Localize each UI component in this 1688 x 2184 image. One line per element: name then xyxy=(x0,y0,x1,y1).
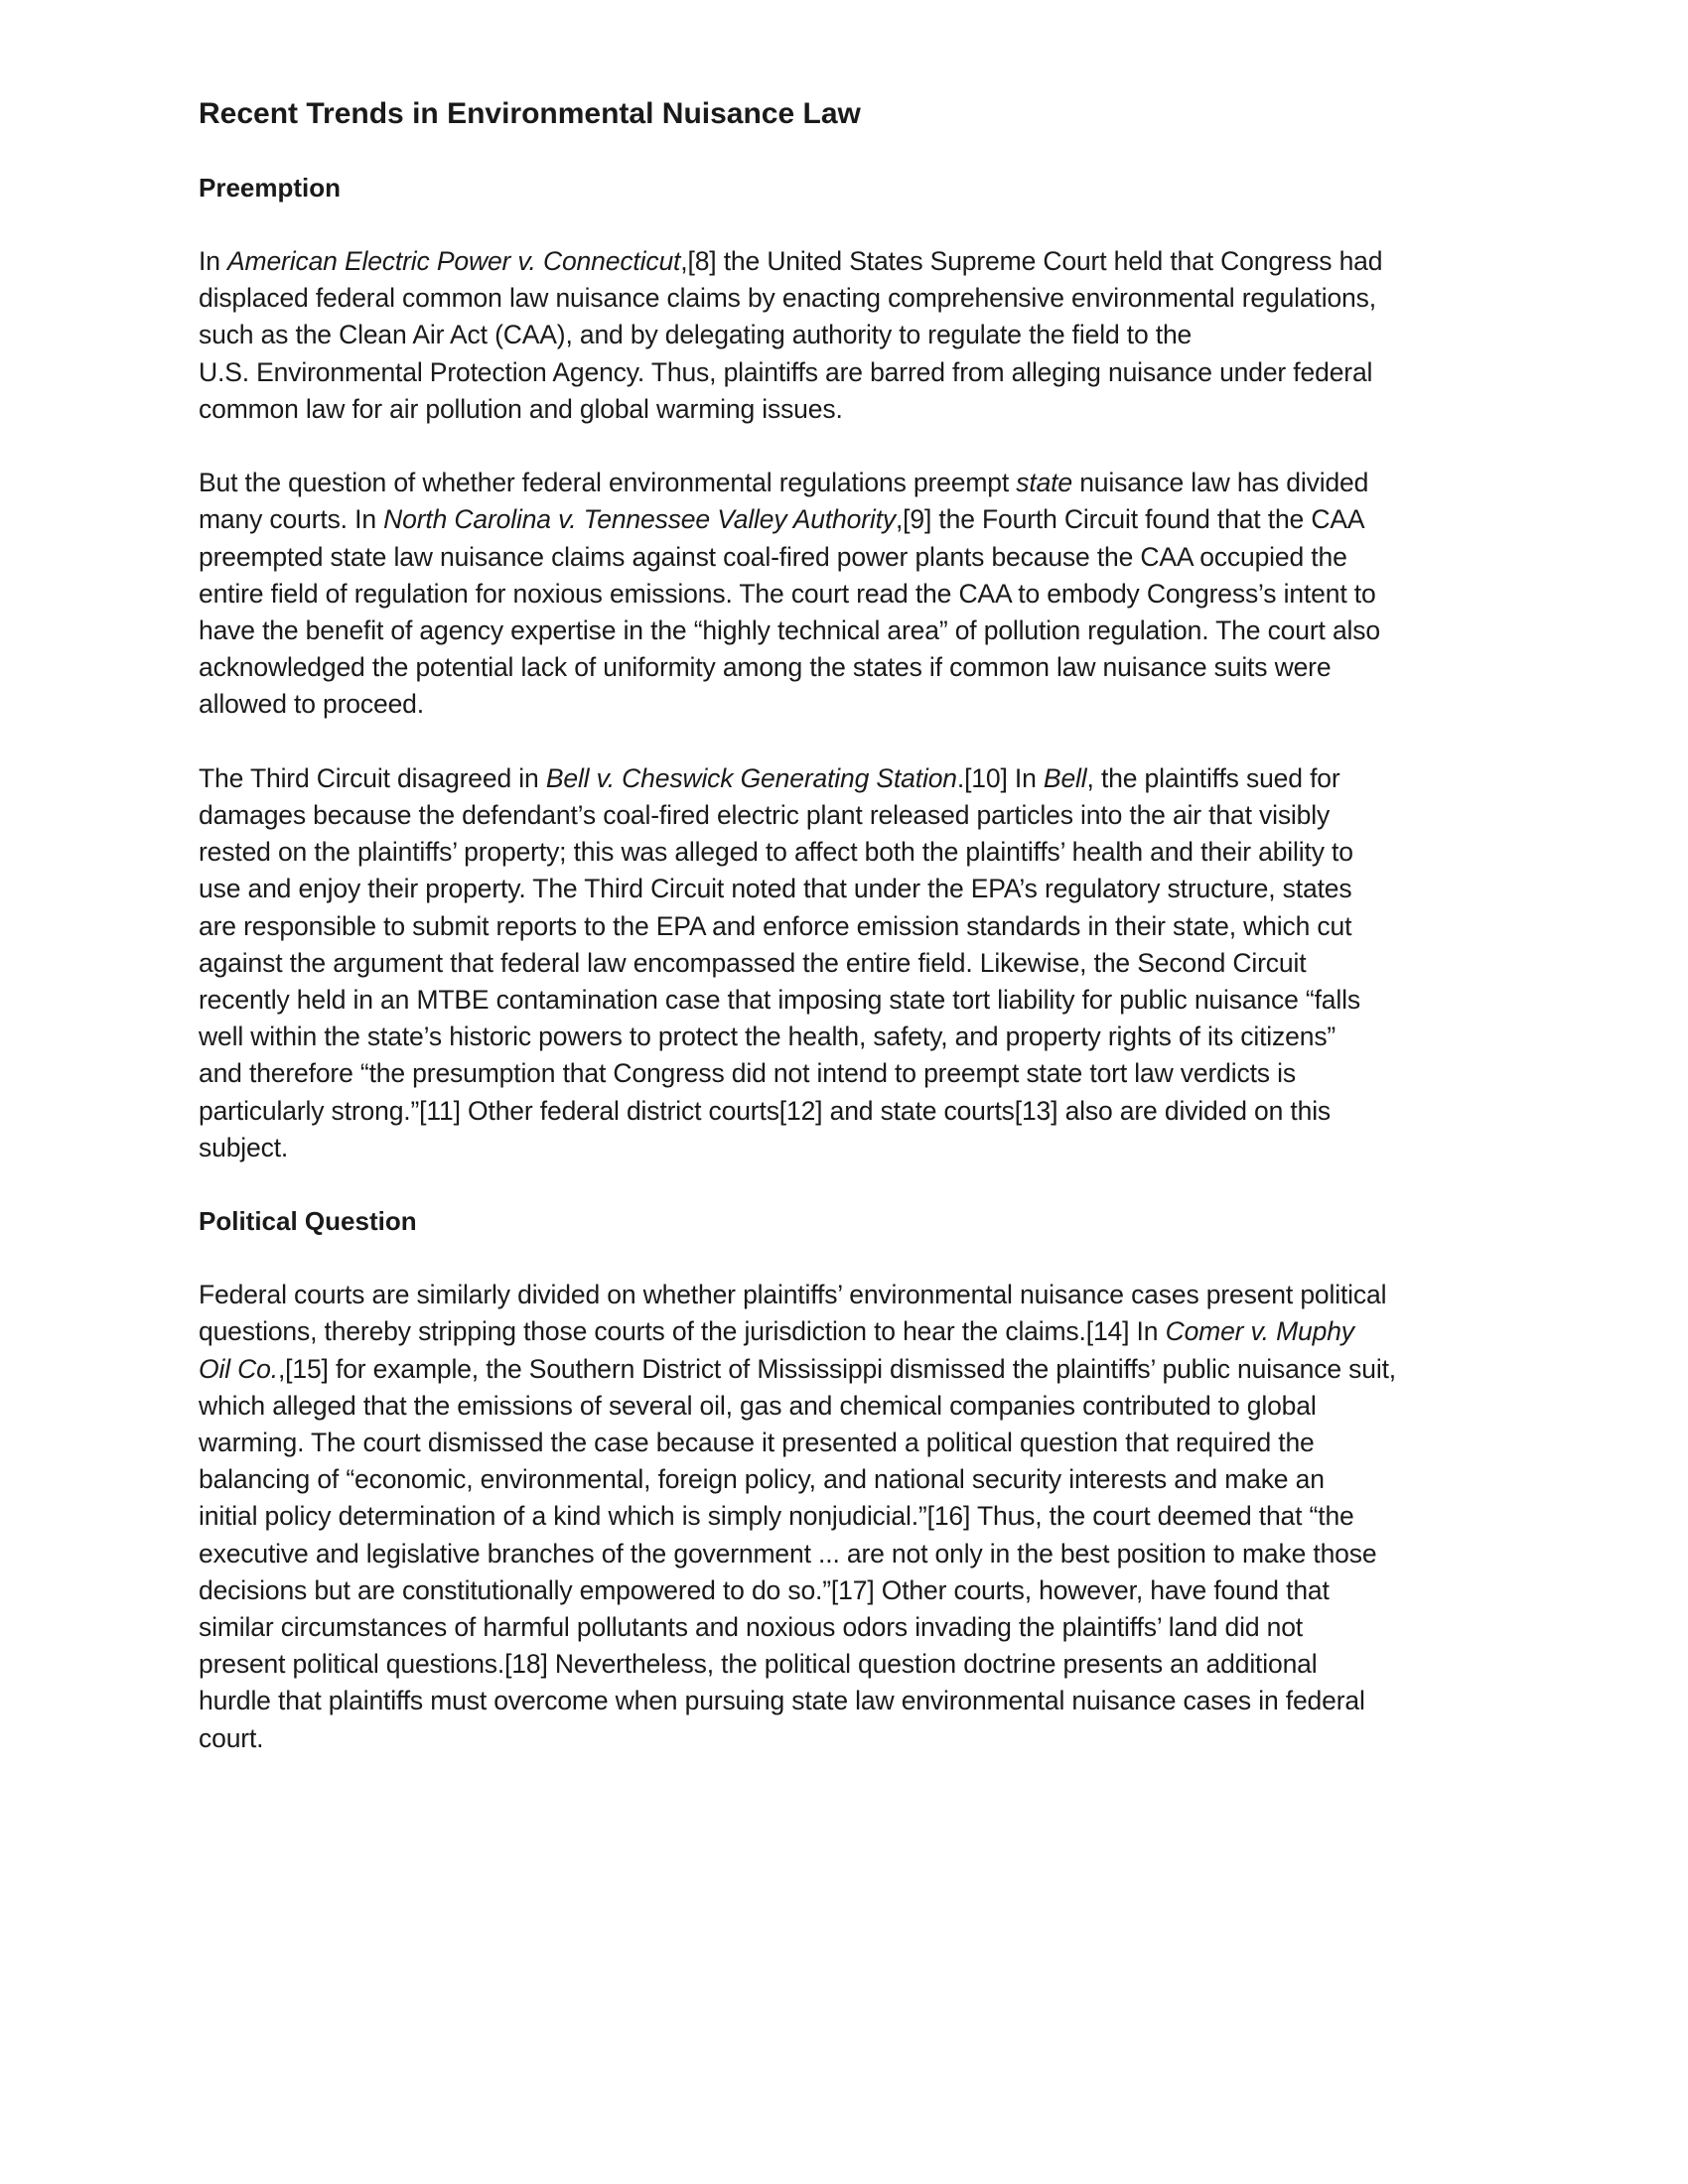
document-page xyxy=(199,95,1489,1794)
text-line xyxy=(199,354,1489,391)
text-run: questions, thereby stripping those courts of the jurisdiction to hear the claims.[14] In xyxy=(199,1316,1166,1347)
text-line xyxy=(199,797,1489,834)
text-line xyxy=(199,1093,1489,1130)
text-run: present political questions.[18] Nevertheless, the political question doctrine presents an additional xyxy=(199,1649,1318,1680)
text-run: , the plaintiffs sued for xyxy=(1086,762,1340,793)
text-run: similar circumstances of harmful pollutants and noxious odors invading the plaintiffs’ land did not xyxy=(199,1612,1304,1643)
text-line xyxy=(199,945,1489,982)
paragraph xyxy=(199,243,1489,428)
text-line xyxy=(199,1683,1489,1719)
text-line xyxy=(199,539,1489,576)
text-run: The Third Circuit disagreed in xyxy=(199,762,546,793)
text-line xyxy=(199,576,1489,613)
text-run: ,[9] the Fourth Circuit found that the CAA xyxy=(895,504,1365,535)
text-run: But the question of whether federal environmental regulations preempt xyxy=(199,468,1017,498)
italic-case-name: American Electric Power v. Connecticut xyxy=(227,246,681,276)
text-run: acknowledged the potential lack of uniformity among the states if common law nuisance suits were xyxy=(199,652,1332,683)
section-political-question xyxy=(199,1203,1489,1757)
paragraph xyxy=(199,1277,1489,1757)
text-line xyxy=(199,501,1489,538)
text-line xyxy=(199,317,1489,353)
text-line xyxy=(199,649,1489,686)
text-run: are responsible to submit reports to the EPA and enforce emission standards in their state, which cut xyxy=(199,910,1352,941)
text-run: displaced federal common law nuisance claims by enacting comprehensive environmental regulations, xyxy=(199,283,1376,314)
text-run: against the argument that federal law encompassed the entire field. Likewise, the Second Circuit xyxy=(199,947,1307,978)
paragraph xyxy=(199,760,1489,1166)
text-run: use and enjoy their property. The Third Circuit noted that under the EPA’s regulatory structure, states xyxy=(199,874,1352,904)
text-line xyxy=(199,1425,1489,1461)
italic-case-name: Oil Co. xyxy=(199,1353,278,1384)
text-run: U.S. Environmental Protection Agency. Thus, plaintiffs are barred from alleging nuisance under federal xyxy=(199,356,1373,387)
text-run: executive and legislative branches of the government ... are not only in the best position to make those xyxy=(199,1538,1377,1569)
text-run: entire field of regulation for noxious emissions. The court read the CAA to embody Congress’s intent to xyxy=(199,578,1376,609)
text-line xyxy=(199,1572,1489,1609)
section-heading: Political Question xyxy=(199,1206,417,1237)
text-run: court. xyxy=(199,1722,264,1753)
text-run: recently held in an MTBE contamination case that imposing state tort liability for public nuisance “falls xyxy=(199,985,1360,1016)
text-run: damages because the defendant’s coal-fired electric plant released particles into the air that visibly xyxy=(199,800,1331,831)
text-run: .[10] In xyxy=(956,762,1044,793)
text-run: particularly strong.”[11] Other federal district courts[12] and state courts[13] also are divided on this xyxy=(199,1095,1332,1126)
text-line xyxy=(199,1277,1489,1313)
text-run: balancing of “economic, environmental, foreign policy, and national security interests and make an xyxy=(199,1464,1325,1495)
text-run: nuisance law has divided xyxy=(1071,468,1369,498)
text-run: Federal courts are similarly divided on whether plaintiffs’ environmental nuisance cases present political xyxy=(199,1280,1387,1310)
text-run: many courts. In xyxy=(199,504,384,535)
section-preemption xyxy=(199,170,1489,1166)
text-line xyxy=(199,1609,1489,1646)
text-line xyxy=(199,1019,1489,1055)
text-line xyxy=(199,1388,1489,1425)
text-run: warming. The court dismissed the case because it presented a political question that required the xyxy=(199,1428,1315,1458)
text-run: which alleged that the emissions of several oil, gas and chemical companies contributed to global xyxy=(199,1390,1317,1421)
text-run: such as the Clean Air Act (CAA), and by delegating authority to regulate the field to the xyxy=(199,320,1193,350)
text-line xyxy=(199,834,1489,871)
text-run: decisions but are constitutionally empowered to do so.”[17] Other courts, however, have found that xyxy=(199,1574,1330,1605)
text-line xyxy=(199,465,1489,501)
text-run: initial policy determination of a kind which is simply nonjudicial.”[16] Thus, the court deemed that “the xyxy=(199,1501,1354,1532)
text-line xyxy=(199,1720,1489,1757)
italic-case-name: Bell v. Cheswick Generating Station xyxy=(545,762,957,793)
text-line xyxy=(199,613,1489,649)
text-line xyxy=(199,1055,1489,1092)
paragraph xyxy=(199,465,1489,723)
italic-case-name: North Carolina v. Tennessee Valley Authority xyxy=(383,504,896,535)
text-run: In xyxy=(199,246,228,276)
text-line xyxy=(199,1313,1489,1350)
italic-case-name: state xyxy=(1016,468,1072,498)
text-line xyxy=(199,1646,1489,1683)
text-line xyxy=(199,760,1489,797)
text-line xyxy=(199,243,1489,280)
section-heading: Preemption xyxy=(199,173,342,203)
text-line xyxy=(199,1536,1489,1572)
text-run: subject. xyxy=(199,1132,289,1162)
text-run: well within the state’s historic powers to protect the health, safety, and property rights of its citizens” xyxy=(199,1022,1336,1052)
text-run: hurdle that plaintiffs must overcome when pursuing state law environmental nuisance cases in federal xyxy=(199,1686,1365,1716)
text-line xyxy=(199,391,1489,428)
text-line xyxy=(199,908,1489,945)
text-line xyxy=(199,1498,1489,1535)
italic-case-name: Comer v. Muphy xyxy=(1165,1316,1354,1347)
text-run: common law for air pollution and global warming issues. xyxy=(199,393,843,424)
text-run: and therefore “the presumption that Congress did not intend to preempt state tort law verdicts is xyxy=(199,1058,1296,1089)
document-title: Recent Trends in Environmental Nuisance Law xyxy=(199,97,861,130)
text-line xyxy=(199,280,1489,317)
text-line xyxy=(199,1130,1489,1166)
text-run: rested on the plaintiffs’ property; this was alleged to affect both the plaintiffs’ health and their ability to xyxy=(199,837,1353,868)
text-run: ,[15] for example, the Southern District of Mississippi dismissed the plaintiffs’ public nuisance suit, xyxy=(277,1353,1396,1384)
text-line xyxy=(199,1351,1489,1388)
text-run: ,[8] the United States Supreme Court held that Congress had xyxy=(680,246,1383,276)
text-line xyxy=(199,1461,1489,1498)
text-run: preempted state law nuisance claims against coal-fired power plants because the CAA occupied the xyxy=(199,541,1347,572)
text-line xyxy=(199,982,1489,1019)
italic-case-name: Bell xyxy=(1043,762,1087,793)
text-run: have the benefit of agency expertise in the “highly technical area” of pollution regulation. The court also xyxy=(199,615,1380,646)
text-line xyxy=(199,686,1489,723)
document-body xyxy=(199,170,1489,1757)
text-line xyxy=(199,871,1489,907)
text-run: allowed to proceed. xyxy=(199,689,424,720)
